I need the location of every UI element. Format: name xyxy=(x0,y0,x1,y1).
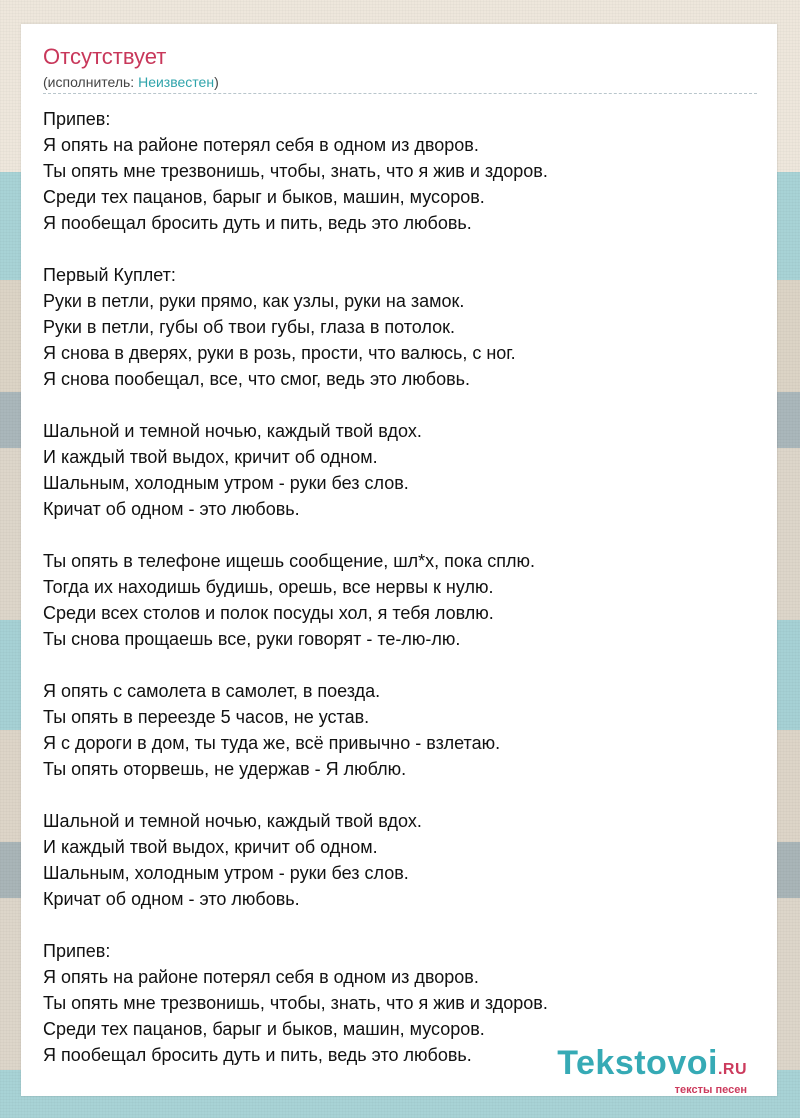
lyric-line: Среди тех пацанов, барыг и быков, машин, мусоров. xyxy=(43,187,485,207)
lyric-line: Шальным, холодным утром - руки без слов. xyxy=(43,863,409,883)
artist-line xyxy=(43,73,757,91)
artist-suffix: ) xyxy=(214,74,219,90)
lyric-line: Ты опять в телефоне ищешь сообщение, шл*х, пока сплю. xyxy=(43,551,535,571)
header-divider xyxy=(43,93,757,94)
lyric-line: И каждый твой выдох, кричит об одном. xyxy=(43,837,378,857)
song-header xyxy=(43,44,757,91)
lyric-line: Я пообещал бросить дуть и пить, ведь это любовь. xyxy=(43,213,472,233)
lyric-line: Руки в петли, губы об твои губы, глаза в потолок. xyxy=(43,317,456,337)
lyric-line: Шальной и темной ночью, каждый твой вдох. xyxy=(43,421,422,441)
lyric-line: И каждый твой выдох, кричит об одном. xyxy=(43,447,378,467)
lyric-line: Я опять с самолета в самолет, в поезда. xyxy=(43,681,381,701)
logo-tld: .RU xyxy=(717,1061,747,1078)
lyric-line: Среди всех столов и полок посуды хол, я тебя ловлю. xyxy=(43,603,494,623)
lyric-line: Шальным, холодным утром - руки без слов. xyxy=(43,473,409,493)
logo-wordmark xyxy=(557,1045,747,1088)
lyric-line: Припев: xyxy=(43,941,111,961)
artist-prefix: (исполнитель: xyxy=(43,74,139,90)
stanza xyxy=(43,548,757,652)
stanza xyxy=(43,678,757,782)
site-logo[interactable] xyxy=(557,1045,747,1096)
lyrics-card xyxy=(21,24,777,1096)
lyric-line: Ты опять мне трезвонишь, чтобы, знать, что я жив и здоров. xyxy=(43,161,548,181)
logo-name: Tekstovoi xyxy=(557,1044,718,1082)
stanza xyxy=(43,418,757,522)
logo-tagline: тексты песен xyxy=(674,1084,747,1096)
lyric-line: Шальной и темной ночью, каждый твой вдох. xyxy=(43,811,422,831)
lyric-line: Ты опять мне трезвонишь, чтобы, знать, что я жив и здоров. xyxy=(43,993,548,1013)
lyric-line: Я опять на районе потерял себя в одном из дворов. xyxy=(43,135,479,155)
lyric-line: Тогда их находишь будишь, орешь, все нервы к нулю. xyxy=(43,577,494,597)
stanza xyxy=(43,808,757,912)
lyric-line: Припев: xyxy=(43,109,111,129)
song-title: Отсутствует xyxy=(43,44,167,69)
lyric-line: Ты снова прощаешь все, руки говорят - те-лю-лю. xyxy=(43,629,461,649)
lyric-line: Руки в петли, руки прямо, как узлы, руки на замок. xyxy=(43,291,465,311)
lyric-line: Ты опять оторвешь, не удержав - Я люблю. xyxy=(43,759,407,779)
lyric-line: Я снова пообещал, все, что смог, ведь это любовь. xyxy=(43,369,471,389)
lyric-line: Кричат об одном - это любовь. xyxy=(43,889,300,909)
lyric-line: Кричат об одном - это любовь. xyxy=(43,499,300,519)
lyric-line: Я с дороги в дом, ты туда же, всё привычно - взлетаю. xyxy=(43,733,501,753)
stanza xyxy=(43,106,757,236)
lyric-line: Я опять на районе потерял себя в одном из дворов. xyxy=(43,967,479,987)
stanza xyxy=(43,262,757,392)
lyric-line: Я пообещал бросить дуть и пить, ведь это любовь. xyxy=(43,1045,472,1065)
artist-link[interactable]: Неизвестен xyxy=(138,74,215,90)
lyric-line: Я снова в дверях, руки в розь, прости, что валюсь, с ног. xyxy=(43,343,516,363)
lyric-line: Среди тех пацанов, барыг и быков, машин, мусоров. xyxy=(43,1019,485,1039)
lyric-line: Первый Куплет: xyxy=(43,265,176,285)
lyrics-text xyxy=(43,106,757,1094)
lyric-line: Ты опять в переезде 5 часов, не устав. xyxy=(43,707,370,727)
